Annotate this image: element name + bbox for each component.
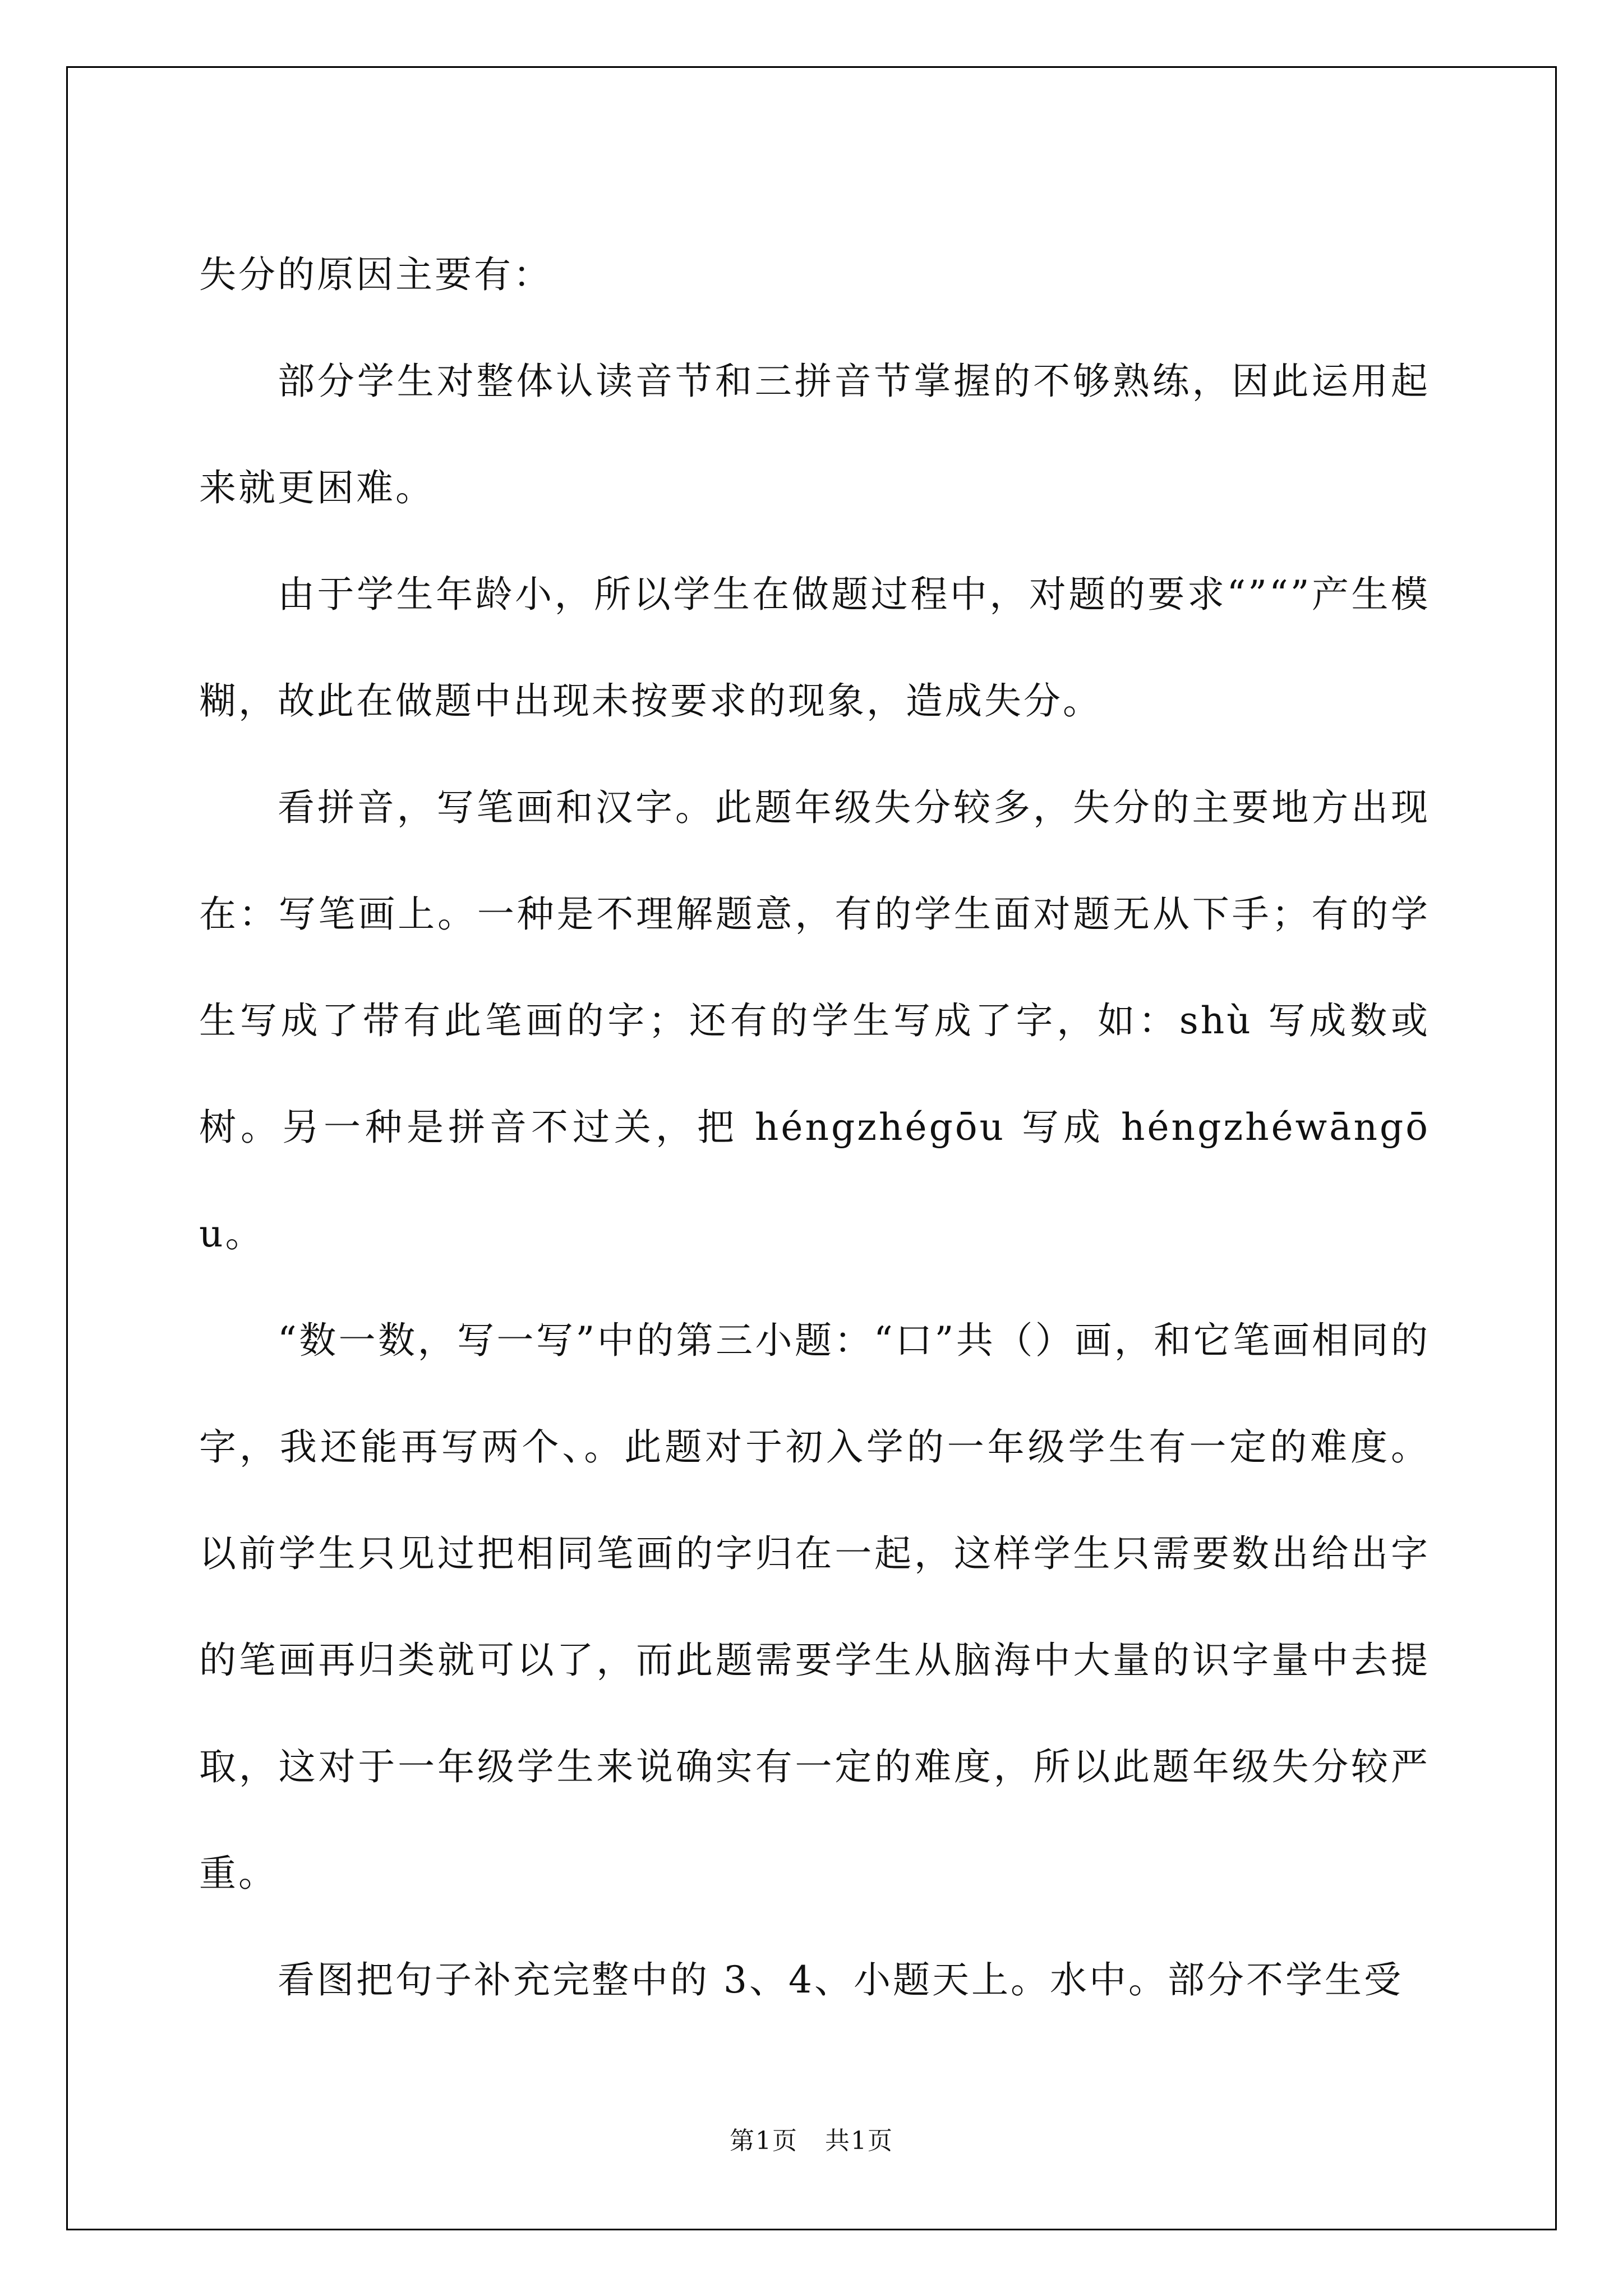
page-footer [0, 2120, 1623, 2156]
document-body [199, 222, 1430, 2033]
page-total: 共1页 [824, 2127, 893, 2155]
paragraph-3: 由于学生年龄小，所以学生在做题过程中，对题的要求“”“”产生模糊，故此在做题中出现未按要求的现象，造成失分。 [199, 573, 1430, 723]
paragraph-2: 部分学生对整体认读音节和三拼音节掌握的不够熟练，因此运用起来就更困难。 [199, 360, 1430, 509]
paragraph-5: “数一数，写一写”中的第三小题：“口”共（）画，和它笔画相同的字，我还能再写两个、。此题对于初入学的一年级学生有一定的难度。以前学生只见过把相同笔画的字归在一起，这样学生只需要数出给出字的笔画再归类就可以了，而此题需要学生从脑海中大量的识字量中去提取，这对于一年级学生来说确实有一定的难度，所以此题年级失分较严重。 [199, 1319, 1430, 1895]
paragraph-1: 失分的原因主要有： [199, 253, 552, 296]
paragraph-6: 看图把句子补充完整中的 3、4、小题天上。水中。部分不学生受 [278, 1958, 1403, 2001]
paragraph-4: 看拼音，写笔画和汉字。此题年级失分较多，失分的主要地方出现在：写笔画上。一种是不理解题意，有的学生面对题无从下手；有的学生写成了带有此笔画的字；还有的学生写成了字，如：shù 写成数或树。另一种是拼音不过关，把 héngzhégōu 写成 héngzhéwāngōu。 [199, 786, 1430, 1255]
page-number: 第1页 [730, 2127, 799, 2155]
